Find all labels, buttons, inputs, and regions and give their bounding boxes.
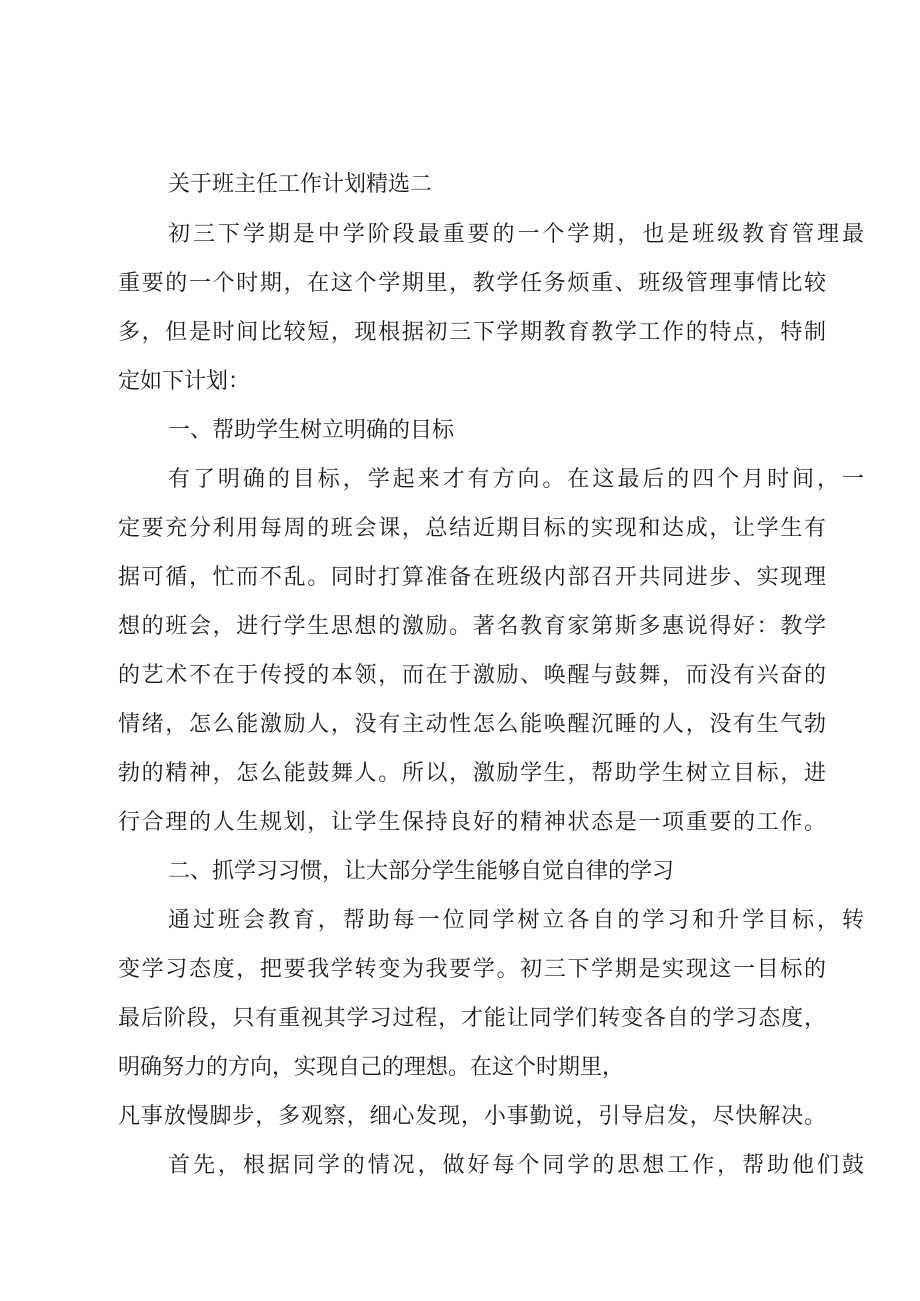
paragraph-3-line-5: 凡事放慢脚步，多观察，细心发现，小事勤说，引导启发，尽快解决。 (118, 1104, 826, 1129)
heading-2: 二、抓学习习惯，让大部分学生能够自觉自律的学习 (168, 859, 675, 884)
paragraph-3-line-4: 明确努力的方向，实现自己的理想。在这个时期里， (118, 1055, 625, 1080)
paragraph-1-line-1: 初三下学期是中学阶段最重要的一个学期，也是班级教育管理最 (168, 222, 864, 247)
paragraph-2-line-4: 想的班会，进行学生思想的激励。著名教育家第斯多惠说得好：教学 (118, 614, 826, 639)
paragraph-2-line-3: 据可循，忙而不乱。同时打算准备在班级内部召开共同进步、实现理 (118, 565, 826, 590)
paragraph-1-line-4: 定如下计划： (118, 369, 251, 394)
heading-1: 一、帮助学生树立明确的目标 (168, 418, 455, 443)
paragraph-2-line-1: 有了明确的目标，学起来才有方向。在这最后的四个月时间，一 (168, 467, 864, 492)
paragraph-2-line-8: 行合理的人生规划，让学生保持良好的精神状态是一项重要的工作。 (118, 810, 826, 835)
paragraph-2-line-7: 勃的精神，怎么能鼓舞人。所以，激励学生，帮助学生树立目标，进 (118, 761, 826, 786)
document-title: 关于班主任工作计划精选二 (168, 172, 433, 197)
paragraph-2-line-5: 的艺术不在于传授的本领，而在于激励、唤醒与鼓舞，而没有兴奋的 (118, 663, 826, 688)
paragraph-2-line-2: 定要充分利用每周的班会课，总结近期目标的实现和达成，让学生有 (118, 516, 826, 541)
paragraph-3-line-2: 变学习态度，把要我学转变为我要学。初三下学期是实现这一目标的 (118, 957, 826, 982)
paragraph-3-line-3: 最后阶段，只有重视其学习过程，才能让同学们转变各自的学习态度， (118, 1006, 826, 1031)
paragraph-1-line-2: 重要的一个时期，在这个学期里，教学任务烦重、班级管理事情比较 (118, 271, 826, 296)
paragraph-2-line-6: 情绪，怎么能激励人，没有主动性怎么能唤醒沉睡的人，没有生气勃 (118, 712, 826, 737)
paragraph-1-line-3: 多，但是时间比较短，现根据初三下学期教育教学工作的特点，特制 (118, 320, 826, 345)
paragraph-3-line-1: 通过班会教育，帮助每一位同学树立各自的学习和升学目标，转 (168, 908, 864, 933)
paragraph-4-line-1: 首先，根据同学的情况，做好每个同学的思想工作，帮助他们鼓 (168, 1153, 864, 1178)
